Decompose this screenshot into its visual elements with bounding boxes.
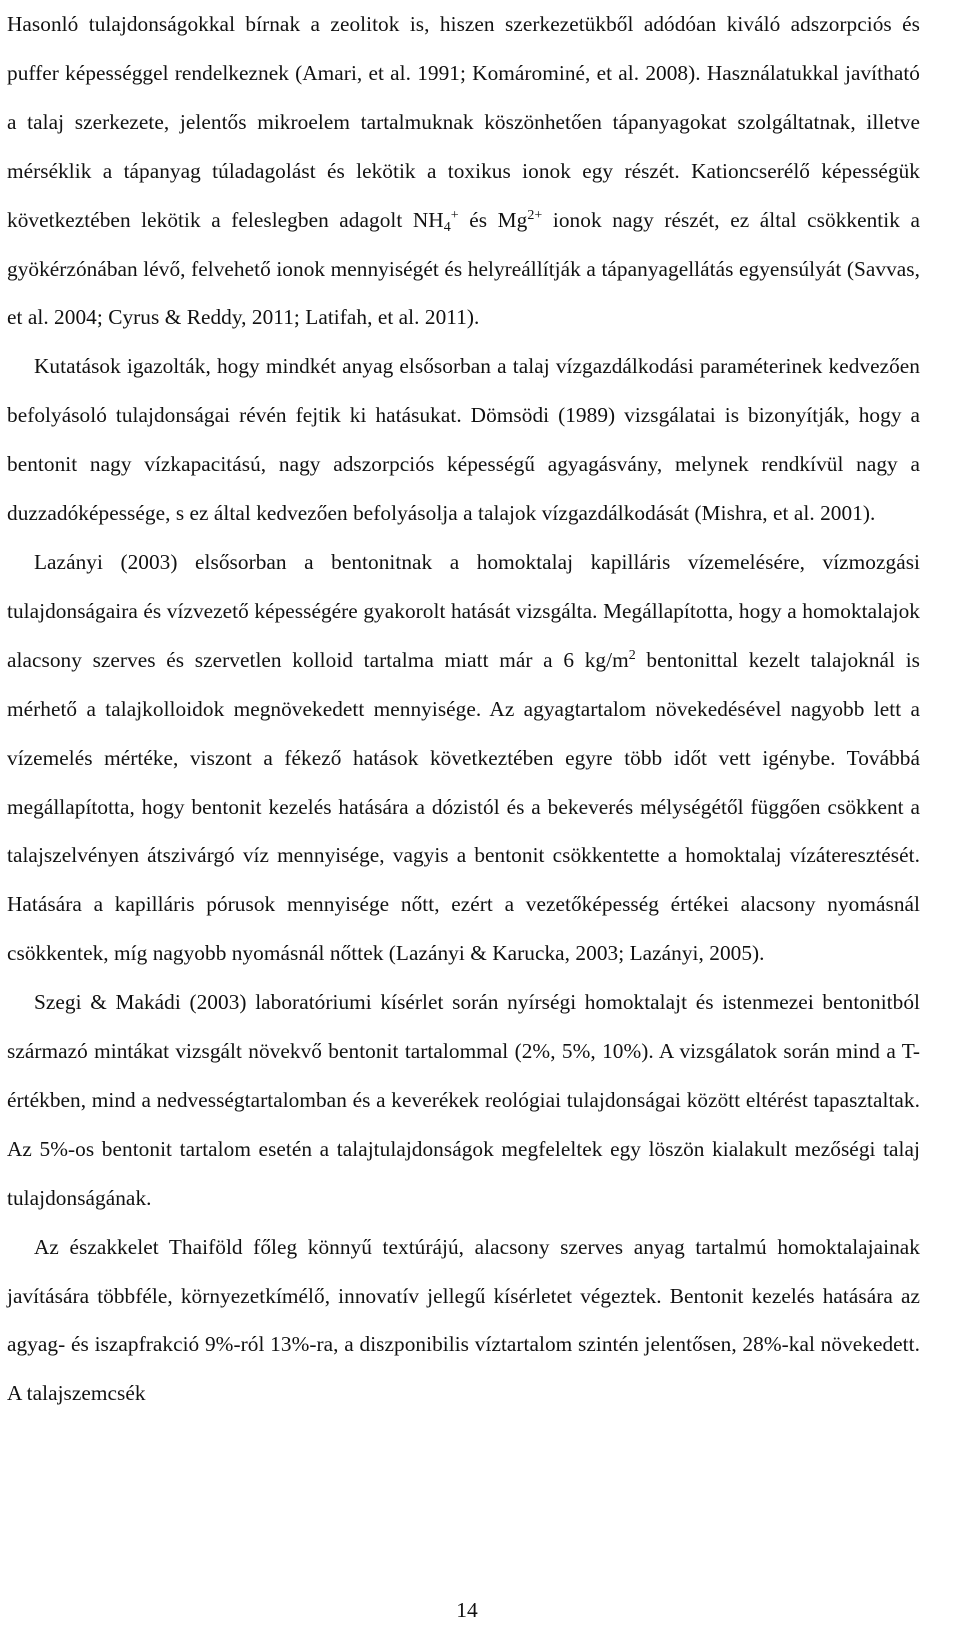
paragraph-lazanyi-text-2: bentonittal kezelt talajoknál is mérhető a talajkolloidok megnövekedett mennyisége. Az agyagtartalom növekedésével nagyobb lett a vízemelés mértéke, viszont a fékező hatások következtében egyre több időt vett igénybe. Továbbá megállapította, hogy bentonit kezelés hatására a dózistól és a bekeverés mélységétől függően csökkent a talajszelvényen átszivárgó víz mennyisége, vagyis a bentonit csökkentette a homoktalaj vízáteresztését. Hatására a kapilláris pórusok mennyisége nőtt, ezért a vezetőképesség értékei alacsony nyomásnál csökkentek, míg nagyobb nyomásnál nőttek (Lazányi & Karucka, 2003; Lazányi, 2005). (7, 647, 921, 966)
paragraph-lazanyi (7, 538, 920, 978)
paragraph-thailand: Az északkelet Thaiföld főleg könnyű textúrájú, alacsony szerves anyag tartalmú homoktalajainak javítására többféle, környezetkímélő, innovatív jellegű kísérletet végeztek. Bentonit kezelés hatására az agyag- és iszapfrakció 9%-ról 13%-ra, a diszponibilis víztartalom szintén jelentősen, 28%-kal növekedett. A talajszemcsék (7, 1234, 920, 1406)
paragraph-lazanyi-text: Lazányi (2003) elsősorban a bentonitnak a homoktalaj kapilláris vízemelésére, vízmozgási tulajdonságaira és vízvezető képességére gyakorolt hatását vizsgálta. Megállapította, hogy a homoktalajok alacsony szerves és szervetlen kolloid tartalma miatt már a 6 kg/m (7, 549, 920, 672)
paragraph-zeolites-text: Hasonló tulajdonságokkal bírnak a zeolitok is, hiszen szerkezetükből adódóan kiváló adszorpciós és puffer képességgel rendelkeznek (Amari, et al. 1991; Komárominé, et al. 2008). Használatukkal javítható a talaj szerkezete, jelentős mikroelem tartalmuknak köszönhetően tápanyagokat szolgáltatnak, illetve mérséklik a tápanyag túladagolást és lekötik a toxikus ionok egy részét. Kationcserélő képességük következtében lekötik a feleslegben adagolt NH (7, 12, 920, 232)
magnesium-superscript: 2+ (527, 207, 543, 223)
paragraph-zeolites-text-2: és Mg (458, 207, 528, 232)
paragraph-zeolites (7, 0, 920, 342)
paragraph-szegi-makadi: Szegi & Makádi (2003) laboratóriumi kísérlet során nyírségi homoktalajt és istenmezei bentonitból származó mintákat vizsgált növekvő bentonit tartalommal (2%, 5%, 10%). A vizsgálatok során mind a T-értékben, mind a nedvességtartalomban és a keverékek reológiai tulajdonságai között eltérést tapasztaltak. Az 5%-os bentonit tartalom esetén a talajtulajdonságok megfeleltek egy löszön kialakult mezőségi talaj tulajdonságának. (7, 990, 920, 1210)
square-meter-superscript: 2 (628, 647, 636, 663)
paragraph-zeolites-text-3: ionok nagy részét, ez által csökkentik a gyökérzónában lévő, felvehető ionok mennyiségét és helyreállítják a tápanyagellátás egyensúlyát (Savvas, et al. 2004; Cyrus & Reddy, 2011; Latifah, et al. 2011). (7, 207, 920, 330)
ammonium-superscript: + (450, 207, 459, 223)
ammonium-subscript: 4 (443, 219, 451, 235)
page-number: 14 (456, 1598, 478, 1622)
paragraph-research: Kutatások igazolták, hogy mindkét anyag elsősorban a talaj vízgazdálkodási paraméterinek kedvezően befolyásoló tulajdonságai révén fejtik ki hatásukat. Dömsödi (1989) vizsgálatai is bizonyítják, hogy a bentonit nagy vízkapacitású, nagy adszorpciós képességű agyagásvány, melynek rendkívül nagy a duzzadóképessége, s ez által kedvezően befolyásolja a talajok vízgazdálkodását (Mishra, et al. 2001). (7, 354, 920, 526)
body-text (7, 0, 920, 1418)
